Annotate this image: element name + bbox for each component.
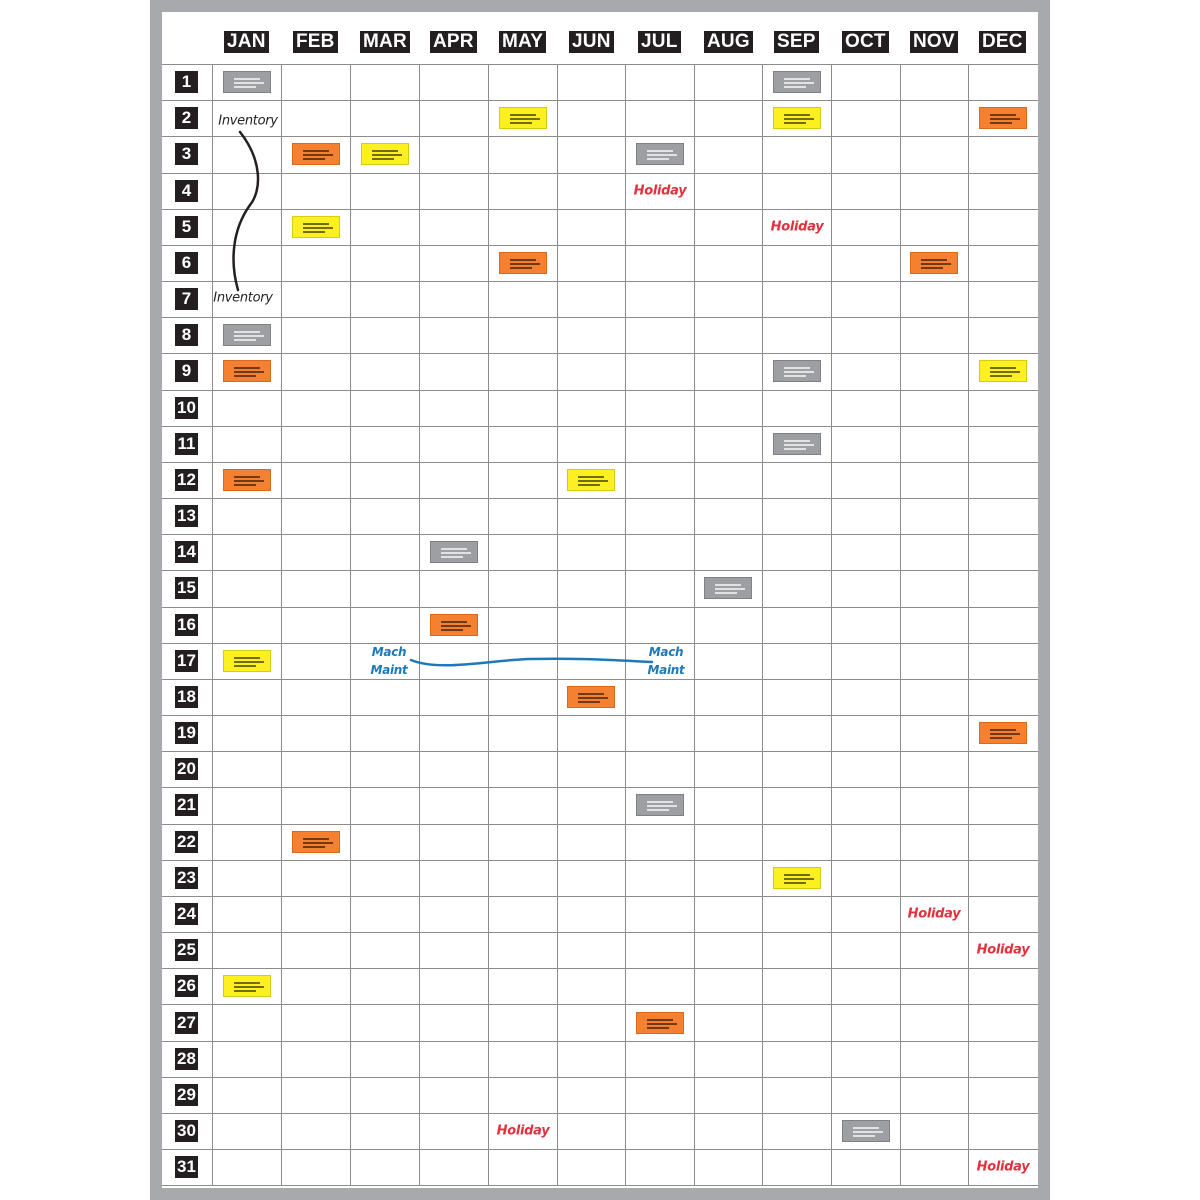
- orange-magnet[interactable]: [292, 831, 340, 853]
- orange-magnet[interactable]: [430, 614, 478, 636]
- grid-row-line: [162, 896, 1038, 897]
- grid-column-line: [762, 64, 763, 1185]
- magnet-line-mark: [441, 548, 467, 550]
- yellow-magnet[interactable]: [292, 216, 340, 238]
- magnet-line-mark: [784, 78, 810, 80]
- magnet-line-mark: [441, 621, 467, 623]
- yellow-magnet[interactable]: [773, 107, 821, 129]
- magnet-line-mark: [510, 259, 536, 261]
- month-label-dec: DEC: [979, 31, 1026, 53]
- magnet-line-mark: [784, 122, 806, 124]
- magnet-line-mark: [578, 701, 600, 703]
- magnet-line-mark: [784, 882, 806, 884]
- grid-row-line: [162, 426, 1038, 427]
- month-label-aug: AUG: [704, 31, 753, 53]
- grid-column-line: [419, 64, 420, 1185]
- magnet-line-mark: [234, 484, 256, 486]
- day-label-9: 9: [175, 360, 198, 382]
- magnet-line-mark: [990, 371, 1020, 373]
- magnet-line-mark: [578, 484, 600, 486]
- day-label-16: 16: [175, 614, 198, 636]
- magnet-line-mark: [234, 986, 264, 988]
- magnet-line-mark: [234, 78, 260, 80]
- magnet-line-mark: [784, 444, 814, 446]
- day-label-23: 23: [175, 867, 198, 889]
- day-label-8: 8: [175, 324, 198, 346]
- magnet-line-mark: [647, 1027, 669, 1029]
- day-label-6: 6: [175, 252, 198, 274]
- month-label-mar: MAR: [360, 31, 410, 53]
- magnet-line-mark: [647, 1019, 673, 1021]
- magnet-line-mark: [234, 82, 264, 84]
- magnet-line-mark: [784, 118, 814, 120]
- grid-column-line: [488, 64, 489, 1185]
- whiteboard-surface: [162, 12, 1038, 1188]
- magnet-line-mark: [990, 737, 1012, 739]
- magnet-line-mark: [784, 440, 810, 442]
- gray-magnet[interactable]: [842, 1120, 890, 1142]
- day-label-11: 11: [175, 433, 198, 455]
- yellow-magnet[interactable]: [361, 143, 409, 165]
- grid-column-line: [212, 64, 213, 1185]
- day-label-18: 18: [175, 686, 198, 708]
- magnet-line-mark: [510, 122, 532, 124]
- magnet-line-mark: [647, 805, 677, 807]
- magnet-line-mark: [578, 693, 604, 695]
- magnet-line-mark: [303, 842, 333, 844]
- inventory-note: Inventory: [213, 290, 273, 306]
- grid-column-line: [831, 64, 832, 1185]
- magnet-line-mark: [234, 990, 256, 992]
- magnet-line-mark: [578, 476, 604, 478]
- mach-maint-note: Mach Maint: [647, 645, 685, 677]
- magnet-line-mark: [647, 150, 673, 152]
- month-label-nov: NOV: [910, 31, 958, 53]
- day-label-20: 20: [175, 758, 198, 780]
- day-label-2: 2: [175, 107, 198, 129]
- magnet-line-mark: [510, 267, 532, 269]
- day-label-17: 17: [175, 650, 198, 672]
- day-label-19: 19: [175, 722, 198, 744]
- magnet-line-mark: [234, 371, 264, 373]
- grid-column-line: [900, 64, 901, 1185]
- grid-row-line: [162, 679, 1038, 680]
- day-label-25: 25: [175, 939, 198, 961]
- gray-magnet[interactable]: [773, 360, 821, 382]
- day-label-26: 26: [175, 975, 198, 997]
- grid-row-line: [162, 824, 1038, 825]
- day-label-30: 30: [175, 1120, 198, 1142]
- month-label-jul: JUL: [638, 31, 681, 53]
- grid-row-line: [162, 1149, 1038, 1150]
- grid-row-line: [162, 136, 1038, 137]
- orange-magnet[interactable]: [223, 360, 271, 382]
- day-label-27: 27: [175, 1012, 198, 1034]
- grid-row-line: [162, 860, 1038, 861]
- orange-magnet[interactable]: [567, 686, 615, 708]
- gray-magnet[interactable]: [636, 794, 684, 816]
- month-label-jan: JAN: [224, 31, 269, 53]
- mach-maint-note: Mach Maint: [370, 645, 408, 677]
- gray-magnet[interactable]: [773, 71, 821, 93]
- magnet-line-mark: [990, 733, 1020, 735]
- magnet-line-mark: [234, 982, 260, 984]
- grid-row-line: [162, 1041, 1038, 1042]
- day-label-7: 7: [175, 288, 198, 310]
- month-label-feb: FEB: [293, 31, 338, 53]
- magnet-line-mark: [372, 158, 394, 160]
- magnet-line-mark: [990, 375, 1012, 377]
- day-label-28: 28: [175, 1048, 198, 1070]
- grid-row-line: [162, 715, 1038, 716]
- magnet-line-mark: [853, 1127, 879, 1129]
- grid-row-line: [162, 1004, 1038, 1005]
- orange-magnet[interactable]: [223, 469, 271, 491]
- magnet-line-mark: [921, 267, 943, 269]
- gray-magnet[interactable]: [223, 71, 271, 93]
- magnet-line-mark: [647, 809, 669, 811]
- holiday-note: Holiday: [976, 942, 1030, 958]
- day-label-10: 10: [175, 397, 198, 419]
- gray-magnet[interactable]: [223, 324, 271, 346]
- grid-row-line: [162, 1113, 1038, 1114]
- day-label-4: 4: [175, 180, 198, 202]
- month-label-jun: JUN: [569, 31, 614, 53]
- month-label-oct: OCT: [842, 31, 889, 53]
- grid-row-line: [162, 64, 1038, 65]
- magnet-line-mark: [784, 874, 810, 876]
- holiday-note: Holiday: [907, 906, 961, 922]
- grid-column-line: [625, 64, 626, 1185]
- grid-column-line: [694, 64, 695, 1185]
- magnet-line-mark: [784, 367, 810, 369]
- magnet-line-mark: [510, 118, 540, 120]
- magnet-line-mark: [441, 552, 471, 554]
- magnet-line-mark: [303, 158, 325, 160]
- orange-magnet[interactable]: [499, 252, 547, 274]
- month-label-sep: SEP: [774, 31, 819, 53]
- yellow-magnet[interactable]: [499, 107, 547, 129]
- orange-magnet[interactable]: [292, 143, 340, 165]
- magnet-line-mark: [921, 263, 951, 265]
- gray-magnet[interactable]: [430, 541, 478, 563]
- magnet-line-mark: [990, 367, 1016, 369]
- magnet-line-mark: [990, 118, 1020, 120]
- grid-row-line: [162, 643, 1038, 644]
- yellow-magnet[interactable]: [773, 867, 821, 889]
- magnet-line-mark: [784, 86, 806, 88]
- magnet-line-mark: [303, 846, 325, 848]
- grid-row-line: [162, 570, 1038, 571]
- magnet-line-mark: [303, 150, 329, 152]
- magnet-line-mark: [647, 154, 677, 156]
- day-label-29: 29: [175, 1084, 198, 1106]
- grid-row-line: [162, 317, 1038, 318]
- magnet-line-mark: [441, 629, 463, 631]
- magnet-line-mark: [234, 331, 260, 333]
- day-label-14: 14: [175, 541, 198, 563]
- magnet-line-mark: [234, 476, 260, 478]
- grid-row-line: [162, 968, 1038, 969]
- magnet-line-mark: [303, 227, 333, 229]
- magnet-line-mark: [853, 1131, 883, 1133]
- magnet-line-mark: [510, 263, 540, 265]
- grid-row-line: [162, 245, 1038, 246]
- orange-magnet[interactable]: [979, 722, 1027, 744]
- magnet-line-mark: [441, 625, 471, 627]
- month-label-apr: APR: [430, 31, 477, 53]
- day-label-3: 3: [175, 143, 198, 165]
- grid-row-line: [162, 281, 1038, 282]
- grid-row-line: [162, 498, 1038, 499]
- gray-magnet[interactable]: [636, 143, 684, 165]
- day-label-5: 5: [175, 216, 198, 238]
- orange-magnet[interactable]: [910, 252, 958, 274]
- magnet-line-mark: [715, 592, 737, 594]
- magnet-line-mark: [234, 335, 264, 337]
- inventory-note: Inventory: [218, 113, 278, 129]
- magnet-line-mark: [990, 122, 1012, 124]
- grid-row-line: [162, 462, 1038, 463]
- magnet-line-mark: [303, 223, 329, 225]
- magnet-line-mark: [234, 657, 260, 659]
- yellow-magnet[interactable]: [223, 975, 271, 997]
- magnet-line-mark: [784, 114, 810, 116]
- gray-magnet[interactable]: [773, 433, 821, 455]
- grid-row-line: [162, 534, 1038, 535]
- day-label-15: 15: [175, 577, 198, 599]
- magnet-line-mark: [784, 371, 814, 373]
- grid-column-line: [557, 64, 558, 1185]
- magnet-line-mark: [234, 86, 256, 88]
- magnet-line-mark: [990, 114, 1016, 116]
- magnet-line-mark: [234, 480, 264, 482]
- day-label-21: 21: [175, 794, 198, 816]
- day-label-1: 1: [175, 71, 198, 93]
- holiday-note: Holiday: [496, 1123, 550, 1139]
- grid-row-line: [162, 353, 1038, 354]
- day-label-22: 22: [175, 831, 198, 853]
- grid-row-line: [162, 751, 1038, 752]
- magnet-line-mark: [715, 588, 745, 590]
- orange-magnet[interactable]: [979, 107, 1027, 129]
- magnet-line-mark: [372, 150, 398, 152]
- grid-row-line: [162, 390, 1038, 391]
- holiday-note: Holiday: [770, 219, 824, 235]
- day-label-12: 12: [175, 469, 198, 491]
- magnet-line-mark: [441, 556, 463, 558]
- grid-row-line: [162, 1185, 1038, 1186]
- magnet-line-mark: [303, 838, 329, 840]
- magnet-line-mark: [578, 697, 608, 699]
- grid-row-line: [162, 932, 1038, 933]
- grid-row-line: [162, 173, 1038, 174]
- magnet-line-mark: [234, 367, 260, 369]
- magnet-line-mark: [990, 729, 1016, 731]
- magnet-line-mark: [784, 82, 814, 84]
- day-label-13: 13: [175, 505, 198, 527]
- yellow-magnet[interactable]: [567, 469, 615, 491]
- month-label-may: MAY: [499, 31, 546, 53]
- magnet-line-mark: [853, 1135, 875, 1137]
- magnet-line-mark: [510, 114, 536, 116]
- magnet-line-mark: [647, 158, 669, 160]
- gray-magnet[interactable]: [704, 577, 752, 599]
- magnet-line-mark: [647, 1023, 677, 1025]
- magnet-line-mark: [234, 375, 256, 377]
- magnet-line-mark: [372, 154, 402, 156]
- grid-row-line: [162, 1077, 1038, 1078]
- magnet-line-mark: [784, 878, 814, 880]
- grid-column-line: [350, 64, 351, 1185]
- yellow-magnet[interactable]: [979, 360, 1027, 382]
- magnet-line-mark: [784, 375, 806, 377]
- grid-row-line: [162, 787, 1038, 788]
- magnet-line-mark: [578, 480, 608, 482]
- magnet-line-mark: [921, 259, 947, 261]
- magnet-line-mark: [303, 154, 333, 156]
- magnet-line-mark: [234, 339, 256, 341]
- grid-row-line: [162, 607, 1038, 608]
- yellow-magnet[interactable]: [223, 650, 271, 672]
- magnet-line-mark: [234, 661, 264, 663]
- holiday-note: Holiday: [976, 1159, 1030, 1175]
- magnet-line-mark: [234, 665, 256, 667]
- orange-magnet[interactable]: [636, 1012, 684, 1034]
- grid-row-line: [162, 209, 1038, 210]
- magnet-line-mark: [784, 448, 806, 450]
- magnet-line-mark: [303, 231, 325, 233]
- grid-row-line: [162, 100, 1038, 101]
- day-label-31: 31: [175, 1156, 198, 1178]
- day-label-24: 24: [175, 903, 198, 925]
- holiday-note: Holiday: [633, 183, 687, 199]
- grid-column-line: [968, 64, 969, 1185]
- magnet-line-mark: [715, 584, 741, 586]
- grid-column-line: [281, 64, 282, 1185]
- magnet-line-mark: [647, 801, 673, 803]
